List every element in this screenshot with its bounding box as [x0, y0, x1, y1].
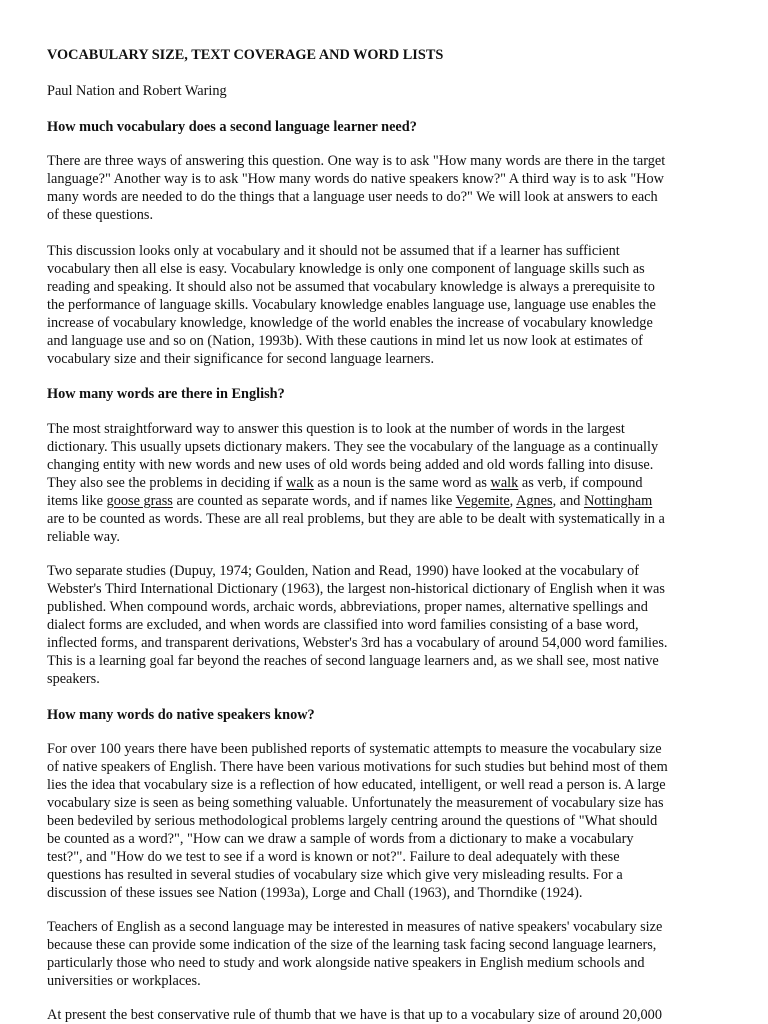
- text-line: been bedeviled by serious methodological problems largely centring around the questions of "What should: [47, 813, 658, 829]
- text-line: universities or workplaces.: [47, 973, 201, 989]
- text-line: of these questions.: [47, 207, 154, 223]
- underlined-term-vegemite: Vegemite: [455, 493, 510, 509]
- paragraph-three-ways: [47, 152, 731, 224]
- underlined-term-agnes: Agnes: [516, 493, 553, 509]
- text-line: published. When compound words, archaic words, abbreviations, proper names, alternative spellings and: [47, 599, 648, 615]
- text-fragment: , and: [552, 493, 584, 509]
- text-line: dialect forms are excluded, and when words are classified into word families consisting of a base word,: [47, 617, 639, 633]
- text-line: test?", and "How do we test to see if a word is known or not?". Failure to deal adequately with these: [47, 849, 620, 865]
- text-line: dictionary. This usually upsets dictionary makers. They see the vocabulary of the language as a continually: [47, 439, 659, 455]
- text-line: because these can provide some indication of the size of the learning task facing second language learners,: [47, 937, 657, 953]
- text-line: are to be counted as words. These are all real problems, but they are able to be dealt with systematically in a: [47, 511, 665, 527]
- text-line: speakers.: [47, 671, 100, 687]
- text-line: language?" Another way is to ask "How many words do native speakers know?" A third way is to ask "How: [47, 171, 664, 187]
- text-fragment: ,: [509, 493, 517, 509]
- document-title: VOCABULARY SIZE, TEXT COVERAGE AND WORD LISTS: [47, 47, 444, 63]
- text-fragment: They also see the problems in deciding if: [47, 475, 287, 491]
- text-line: lies the idea that vocabulary size is a reflection of how educated, intelligent, or well read a person is. A large: [47, 777, 666, 793]
- text-fragment: are counted as separate words, and if names like: [172, 493, 456, 509]
- text-line: [47, 474, 731, 492]
- text-line: Teachers of English as a second language may be interested in measures of native speakers' vocabulary size: [47, 919, 663, 935]
- text-line: be counted as a word?", "How can we draw a sample of words from a dictionary to make a vocabulary: [47, 831, 634, 847]
- text-line: vocabulary size is seen as being something valuable. Unfortunately the measurement of vocabulary size has: [47, 795, 664, 811]
- text-line: inflected forms, and transparent derivations, Webster's 3rd has a vocabulary of around 54,000 word families.: [47, 635, 668, 651]
- text-line: [47, 492, 731, 510]
- text-line: For over 100 years there have been published reports of systematic attempts to measure the vocabulary size: [47, 741, 662, 757]
- text-line: reliable way.: [47, 529, 120, 545]
- paragraph-websters-studies: [47, 562, 731, 688]
- paragraph-dictionary: [47, 420, 731, 546]
- text-line: questions has resulted in several studies of vocabulary size which give very misleading results. For a: [47, 867, 623, 883]
- text-fragment: as a noun is the same word as: [313, 475, 491, 491]
- text-line: This is a learning goal far beyond the reaches of second language learners and, as we shall see, most native: [47, 653, 659, 669]
- section-heading-native-speakers: How many words do native speakers know?: [47, 707, 315, 723]
- text-line: increase of vocabulary knowledge, knowledge of the world enables the increase of vocabulary knowledge: [47, 315, 653, 331]
- paragraph-discussion: [47, 242, 731, 368]
- text-line: reading and speaking. It should also not be assumed that vocabulary knowledge is always a prerequisite to: [47, 279, 655, 295]
- section-heading-vocabulary-need: How much vocabulary does a second language learner need?: [47, 119, 417, 135]
- section-heading-words-in-english: How many words are there in English?: [47, 386, 285, 402]
- text-fragment: items like: [47, 493, 107, 509]
- text-line: changing entity with new words and new uses of old words being added and old words falling into disuse.: [47, 457, 654, 473]
- text-line: There are three ways of answering this question. One way is to ask "How many words are there in the target: [47, 153, 666, 169]
- text-line: and language use and so on (Nation, 1993b). With these cautions in mind let us now look at estimates of: [47, 333, 643, 349]
- underlined-term-nottingham: Nottingham: [583, 493, 653, 509]
- text-line: vocabulary size and their significance for second language learners.: [47, 351, 435, 367]
- text-line: discussion of these issues see Nation (1993a), Lorge and Chall (1963), and Thorndike (1924).: [47, 885, 583, 901]
- text-line: This discussion looks only at vocabulary and it should not be assumed that if a learner has sufficient: [47, 243, 620, 259]
- text-line: The most straightforward way to answer this question is to look at the number of words in the largest: [47, 421, 625, 437]
- text-line: particularly those who need to study and work alongside native speakers in English medium schools and: [47, 955, 645, 971]
- paragraph-rule-of-thumb: [47, 1006, 731, 1024]
- text-line: of native speakers of English. There have been various motivations for such studies but behind most of them: [47, 759, 668, 775]
- text-line: many words are needed to do the things that a language user needs to do?" We will look at answers to each: [47, 189, 658, 205]
- text-fragment: as verb, if compound: [518, 475, 643, 491]
- underlined-term-walk: walk: [286, 475, 314, 491]
- authors-line: Paul Nation and Robert Waring: [47, 83, 227, 99]
- paragraph-teachers: [47, 918, 731, 990]
- paragraph-measurement: [47, 740, 731, 902]
- text-line: At present the best conservative rule of thumb that we have is that up to a vocabulary size of around 20,000: [47, 1007, 662, 1023]
- text-line: the performance of language skills. Vocabulary knowledge enables language use, language use enables the: [47, 297, 656, 313]
- underlined-term-goose-grass: goose grass: [106, 493, 173, 509]
- underlined-term-walk: walk: [490, 475, 519, 491]
- text-line: Two separate studies (Dupuy, 1974; Goulden, Nation and Read, 1990) have looked at the vocabulary of: [47, 563, 640, 579]
- text-line: Webster's Third International Dictionary (1963), the largest non-historical dictionary of English when it was: [47, 581, 665, 597]
- text-line: vocabulary then all else is easy. Vocabulary knowledge is only one component of language skills such as: [47, 261, 645, 277]
